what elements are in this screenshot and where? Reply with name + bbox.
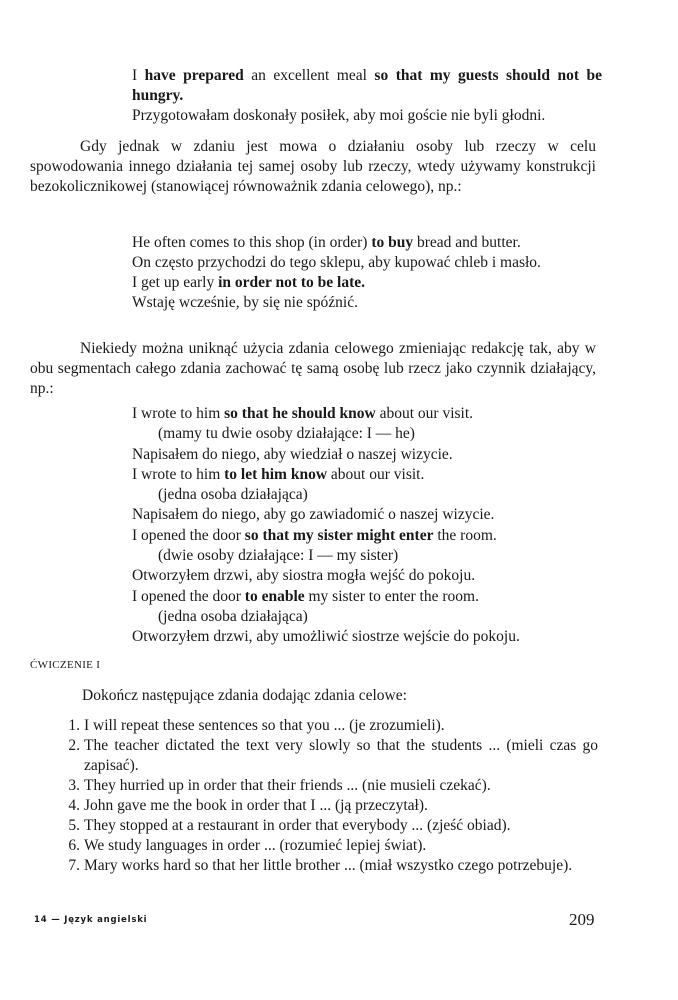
item-number: 5. bbox=[68, 817, 80, 834]
item-text: Mary works hard so that her little brother ... (miał wszystko czego potrzebuje). bbox=[84, 857, 573, 874]
bold-phrase: so that my sister might enter bbox=[244, 526, 434, 544]
text-span: bread and butter. bbox=[413, 234, 521, 251]
pair-note: (jedna osoba działająca) bbox=[158, 607, 308, 625]
bold-phrase: to buy bbox=[371, 234, 414, 251]
item-text: We study languages in order ... (rozumieć lepiej świat). bbox=[84, 837, 427, 854]
example-english bbox=[132, 66, 602, 106]
item-text: They hurried up in order that their friends ... (nie musieli czekać). bbox=[84, 777, 491, 794]
item-text: John gave me the book in order that I ... (ją przeczytał). bbox=[84, 797, 428, 814]
pair-english bbox=[132, 526, 602, 546]
bold-phrase: so that he should know bbox=[224, 405, 376, 422]
pair-english bbox=[132, 465, 602, 485]
paragraph-2: Niekiedy można uniknąć użycia zdania celowego zmieniając redakcję tak, aby w obu segmentach całego zdania zachować tę samą osobę lub rzecz jako czynnik działający, np.: bbox=[30, 340, 596, 397]
example-polish: On często przychodzi do tego sklepu, aby kupować chleb i masło. bbox=[132, 254, 541, 271]
bold-phrase: to let him know bbox=[224, 465, 328, 483]
example-block-2 bbox=[132, 233, 602, 313]
text-span: I bbox=[132, 67, 145, 84]
exercise-instruction: Dokończ następujące zdania dodając zdania celowe: bbox=[82, 687, 407, 704]
example-english bbox=[132, 233, 602, 253]
item-number: 3. bbox=[68, 777, 80, 794]
item-text: I will repeat these sentences so that you ... (je zrozumieli). bbox=[84, 717, 445, 734]
item-text: They stopped at a restaurant in order that everybody ... (zjeść obiad). bbox=[84, 817, 511, 834]
text-span: I opened the door bbox=[132, 526, 245, 544]
text-span: I wrote to him bbox=[132, 405, 225, 422]
example-pairs bbox=[132, 404, 602, 648]
signature-mark: 14 — Język angielski bbox=[34, 915, 148, 925]
text-span: an excellent meal bbox=[243, 67, 375, 84]
pair-note: (jedna osoba działająca) bbox=[158, 486, 308, 504]
item-number: 1. bbox=[68, 717, 80, 734]
bold-phrase: have prepared bbox=[144, 67, 244, 84]
exercise-item bbox=[58, 716, 598, 736]
page-number: 209 bbox=[569, 910, 595, 929]
pair-polish: Napisałem do niego, aby wiedział o naszej wizycie. bbox=[132, 445, 453, 463]
bold-phrase: to enable bbox=[244, 587, 305, 605]
exercise-heading: ĆWICZENIE I bbox=[30, 659, 101, 671]
example-block-top bbox=[132, 66, 602, 126]
pair-english bbox=[132, 404, 602, 424]
paragraph-1: Gdy jednak w zdaniu jest mowa o działaniu osoby lub rzeczy w celu spowodowania innego działania tej samej osoby lub rzeczy, wtedy używamy konstrukcji bezokolicznikowej (stanowiącej równoważnik zdania celowego), np.: bbox=[30, 138, 596, 195]
item-text: The teacher dictated the text very slowly so that the students ... (mieli czas go zapisać). bbox=[84, 737, 598, 774]
text-span: I get up early bbox=[132, 274, 219, 291]
item-number: 2. bbox=[68, 737, 80, 754]
example-polish: Przygotowałam doskonały posiłek, aby moi goście nie byli głodni. bbox=[132, 107, 546, 124]
text-span: about our visit. bbox=[375, 405, 474, 422]
exercise-item bbox=[58, 736, 598, 776]
pair-english bbox=[132, 587, 602, 607]
pair-polish: Napisałem do niego, aby go zawiadomić o naszej wizycie. bbox=[132, 506, 495, 524]
item-number: 6. bbox=[68, 837, 80, 854]
exercise-item bbox=[58, 856, 598, 876]
exercise-item bbox=[58, 836, 598, 856]
pair-note: (dwie osoby działające: I — my sister) bbox=[158, 547, 399, 565]
pair-note: (mamy tu dwie osoby działające: I — he) bbox=[158, 425, 415, 443]
example-polish: Wstaję wcześnie, by się nie spóźnić. bbox=[132, 294, 358, 311]
exercise-item bbox=[58, 776, 598, 796]
text-span: I wrote to him bbox=[132, 465, 225, 483]
text-span: my sister to enter the room. bbox=[304, 587, 479, 605]
pair-polish: Otworzyłem drzwi, aby umożliwić siostrze wejście do pokoju. bbox=[132, 628, 520, 646]
item-number: 7. bbox=[68, 857, 80, 874]
bold-phrase: in order not to be late. bbox=[218, 274, 366, 291]
example-english bbox=[132, 273, 602, 293]
exercise-item bbox=[58, 816, 598, 836]
bold-phrase: so that my guests should not be hungry. bbox=[132, 67, 602, 104]
text-span: about our visit. bbox=[327, 465, 425, 483]
text-span: I opened the door bbox=[132, 587, 245, 605]
exercise-item bbox=[58, 796, 598, 816]
text-span: He often comes to this shop (in order) bbox=[132, 234, 372, 251]
exercise-list bbox=[58, 716, 598, 876]
item-number: 4. bbox=[68, 797, 80, 814]
pair-polish: Otworzyłem drzwi, aby siostra mogła wejść do pokoju. bbox=[132, 567, 476, 585]
text-span: the room. bbox=[433, 526, 497, 544]
